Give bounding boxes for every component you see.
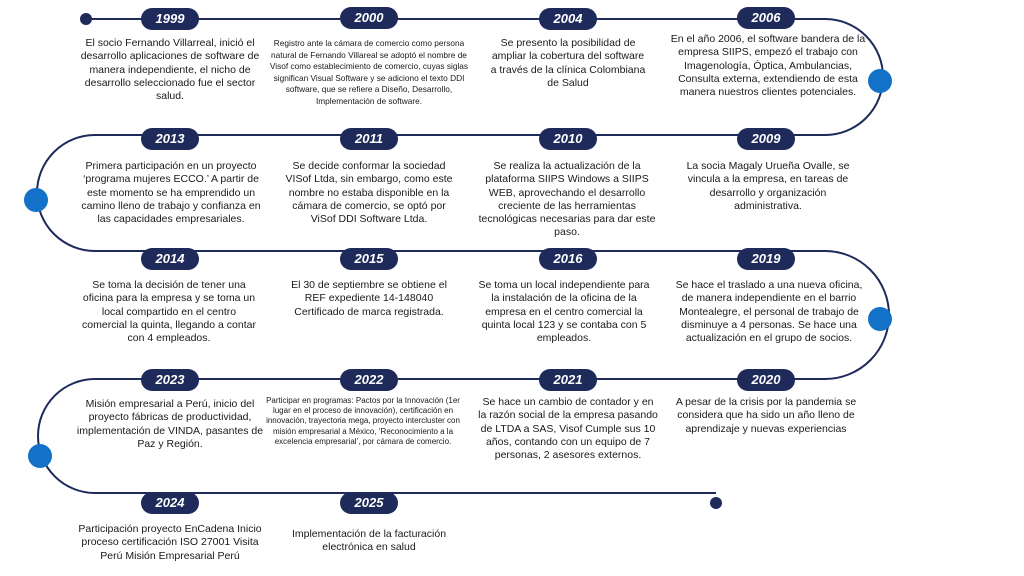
year-badge: 2011 [340, 128, 398, 150]
year-badge: 2022 [340, 369, 398, 391]
event-description: Participar en programas: Pactos por la Innovación (1er lugar en el proceso de innovación), certificación en innovación, trayectoria mega, proyecto intercluster con misión empresarial a México, ‘Reconocimiento a la excelencia empresarial’, por cámara de comercio. [266, 396, 460, 446]
event-description: Se realiza la actualización de la plataforma SIIPS Windows a SIIPS WEB, aprovechando el desarrollo creciente de las herramientas tecnológicas necesarias para dar este paso. [478, 160, 656, 239]
event-description: Registro ante la cámara de comercio como persona natural de Fernando Villareal se adoptó el nombre de Visof como establecimiento de comercio, cuyas siglas significan Visual Software y se adiciono el texto DDI software, que se refiere a Diseño, Desarrollo, Implementación de software. [269, 38, 469, 106]
event-description: Primera participación en un proyecto ‘programa mujeres ECCO.’ A partir de este momento se ha emprendido un camino lleno de trabajo y confianza en las capacidades empresariales. [81, 160, 261, 226]
event-description: A pesar de la crisis por la pandemia se considera que ha sido un año lleno de aprendizaje y nuevas experiencias [675, 396, 857, 435]
timeline-turn-node [24, 188, 48, 212]
timeline-turn-node [28, 444, 52, 468]
year-badge: 2000 [340, 7, 398, 29]
year-badge: 2020 [737, 369, 795, 391]
year-badge: 1999 [141, 8, 199, 30]
year-badge: 2006 [737, 7, 795, 29]
year-badge: 2024 [141, 492, 199, 514]
year-badge: 2010 [539, 128, 597, 150]
year-badge: 2015 [340, 248, 398, 270]
year-badge: 2025 [340, 492, 398, 514]
event-description: El 30 de septiembre se obtiene el REF expediente 14-148040 Certificado de marca registrada. [291, 279, 447, 318]
event-description: Misión empresarial a Perú, inicio del proyecto fábricas de productividad, implementación de VINDA, pasantes de Paz y Región. [76, 398, 264, 450]
timeline-turn-node [868, 307, 892, 331]
timeline-start-dot [80, 13, 92, 25]
year-badge: 2021 [539, 369, 597, 391]
event-description: Se hace un cambio de contador y en la razón social de la empresa pasando de LTDA a SAS, Visof Cumple sus 10 años, contando con un equipo de 7 personas, 2 asesores externos. [478, 396, 658, 462]
year-badge: 2016 [539, 248, 597, 270]
event-description: La socia Magaly Urueña Ovalle, se vincula a la empresa, en tareas de desarrollo y organización administrativa. [686, 160, 850, 212]
year-badge: 2009 [737, 128, 795, 150]
event-description: Se toma la decisión de tener una oficina para la empresa y se toma un local compartido en el centro comercial la quinta, llegando a contar con 4 empleados. [82, 279, 256, 345]
timeline-end-dot [710, 497, 722, 509]
year-badge: 2019 [737, 248, 795, 270]
event-description: Se hace el traslado a una nueva oficina, de manera independiente en el barrio Montealegre, el personal de trabajo de disminuye a 4 personas. Se hace una actualización en el grupo de socios. [675, 279, 863, 345]
event-description: Se toma un local independiente para la instalación de la oficina de la empresa en el centro comercial la quinta local 123 y se contaba con 5 empleados. [478, 279, 650, 345]
event-description: Se presento la posibilidad de ampliar la cobertura del software a través de la clínica Colombiana de Salud [490, 37, 646, 89]
event-description: Participación proyecto EnCadena Inicio proceso certificación ISO 27001 Visita Perú Misión Empresarial Perú [78, 523, 262, 562]
event-description: Implementación de la facturación electrónica en salud [291, 528, 447, 554]
year-badge: 2023 [141, 369, 199, 391]
event-description: Se decide conformar la sociedad VISof Ltda, sin embargo, como este nombre no estaba disponible en la cámara de comercio, se optó por ViSof DDI Software Ltda. [285, 160, 453, 226]
year-badge: 2013 [141, 128, 199, 150]
timeline-turn-node [868, 69, 892, 93]
event-description: El socio Fernando Villarreal, inició el desarrollo aplicaciones de software de manera independiente, el nicho de desarrollo seleccionado fue el sector salud. [80, 37, 260, 103]
year-badge: 2004 [539, 8, 597, 30]
year-badge: 2014 [141, 248, 199, 270]
event-description: En el año 2006, el software bandera de la empresa SIIPS, empezó el trabajo con Imagenología, Óptica, Ambulancias, Consulta externa, extendiendo de esta manera nuestros clientes potenciales. [670, 33, 866, 99]
